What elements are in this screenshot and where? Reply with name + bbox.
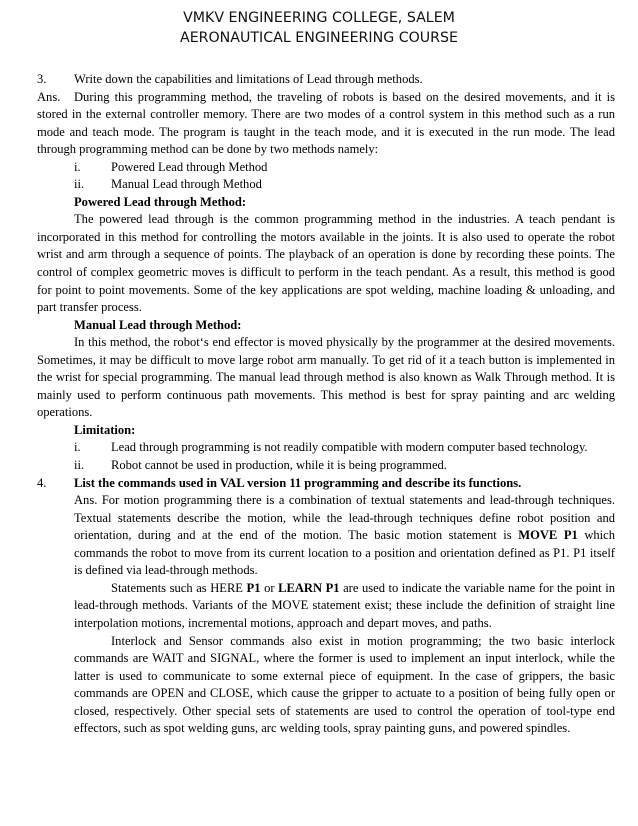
manual-lead-heading: Manual Lead through Method: — [74, 317, 242, 332]
limitation-item-text: Lead through programming is not readily compatible with modern computer based technology. — [111, 440, 588, 455]
limitation-item-number: ii. — [74, 458, 85, 473]
method-item-text: Manual Lead through Method — [111, 177, 262, 192]
answer-4-p2-a: Statements such as HERE — [111, 580, 247, 595]
answer-4-paragraph-3: Interlock and Sensor commands also exist in motion programming; the two basic interlock commands are WAIT and SIGNAL, where the former is used to implement an input interlock, while the latter is used to communicate to some external piece of equipment. In the case of grippers, the basic commands are OPEN and CLOSE, which cause the gripper to actuate to a position of being fully open or closed, respectively. Other special sets of statements are used to control the operation of tool-type end effectors, such as spot welding guns, arc welding tools, spray painting guns, and powered spindles. — [74, 633, 615, 736]
method-item — [74, 176, 615, 194]
limitation-item-number: i. — [74, 440, 81, 455]
answer-4-p2-c: or — [260, 580, 279, 595]
question-3-text: Write down the capabilities and limitations of Lead through methods. — [74, 72, 423, 86]
method-item-number: i. — [74, 159, 81, 174]
limitation-heading: Limitation: — [74, 422, 136, 437]
powered-lead-heading: Powered Lead through Method: — [74, 194, 247, 209]
answer-3-text: During this programming method, the traveling of robots is based on the desired movements, and it is stored in the external controller memory. There are two modes of a control system in this method such as a run mode and teach mode. The program is taught in the teach mode, and it is executed in the run mode. The lead through programming method can be done by two methods namely: — [37, 89, 615, 157]
method-item-text: Powered Lead through Method — [111, 159, 268, 174]
powered-lead-paragraph: The powered lead through is the common programming method in the industries. A teach pendant is incorporated in this method for controlling the motors available in the joints. It is also used to operate the robot wrist and arm through a sequence of points. The playback of an operation is done by recording these points. The control of complex geometric moves is difficult to perform in the teach pendant. As a result, this method is good for point to point movements. Some of the key applications are spot welding, machine loading & unloading, and part transfer process. — [37, 212, 615, 315]
question-3 — [37, 71, 615, 89]
question-4 — [37, 475, 615, 493]
answer-4-p2-d: LEARN P1 — [278, 580, 340, 595]
answer-4-paragraph-2 — [74, 580, 615, 633]
answer-4-p1-text: Ans. For motion programming there is a combination of textual statements and lead-through techniques. Textual statements describe the motion, while the lead-through techniques define robot position and orientation, during and at the end of the motion. The basic motion statement is — [74, 493, 615, 543]
question-4-pre: List the commands used in — [74, 475, 220, 490]
move-p1-statement: MOVE P1 — [518, 528, 578, 543]
answer-label: Ans. — [37, 89, 61, 104]
answer-4-paragraph-1 — [74, 492, 615, 580]
limitation-item-text: Robot cannot be used in production, while it is being programmed. — [111, 458, 447, 473]
question-4-bold: VAL version 11 — [219, 475, 302, 490]
question-3-number: 3. — [37, 72, 47, 86]
method-item — [74, 159, 615, 177]
header-course-name: AERONAUTICAL ENGINEERING COURSE — [179, 30, 458, 46]
answer-4-p2-e: are used to indicate the variable name for the point in lead-through methods. Variants of the MOVE statement exist; these include the definition of straight line interpolation motions, incremental motions, approach and depart moves, and paths. — [74, 580, 615, 630]
manual-lead-paragraph: In this method, the robot‘s end effector is moved physically by the programmer at the desired movements. Sometimes, it may be difficult to move large robot arm manually. To get rid of it a teach button is implemented in the wrist for special programming. The manual lead through method is also known as Walk Through method. It is mainly used to perform continuous path movements. This method is best for spray painting and arc welding operations. — [37, 335, 615, 420]
method-item-number: ii. — [74, 177, 85, 192]
page-header — [0, 8, 638, 48]
answer-4-p2-b: P1 — [246, 580, 261, 595]
question-4-number: 4. — [37, 475, 47, 490]
answer-4-p1-rest: which commands the robot to move from its current location to a position and orientation defined as P1. P1 itself is defined via lead-through methods. — [74, 528, 615, 578]
limitation-item — [74, 457, 615, 475]
answer-3-intro — [37, 89, 615, 159]
question-4-text — [74, 475, 615, 493]
document-body — [37, 71, 615, 738]
question-4-post: programming and describe its functions. — [301, 475, 522, 490]
limitation-item — [74, 439, 615, 457]
header-college-name: VMKV ENGINEERING COLLEGE, SALEM — [183, 10, 455, 26]
